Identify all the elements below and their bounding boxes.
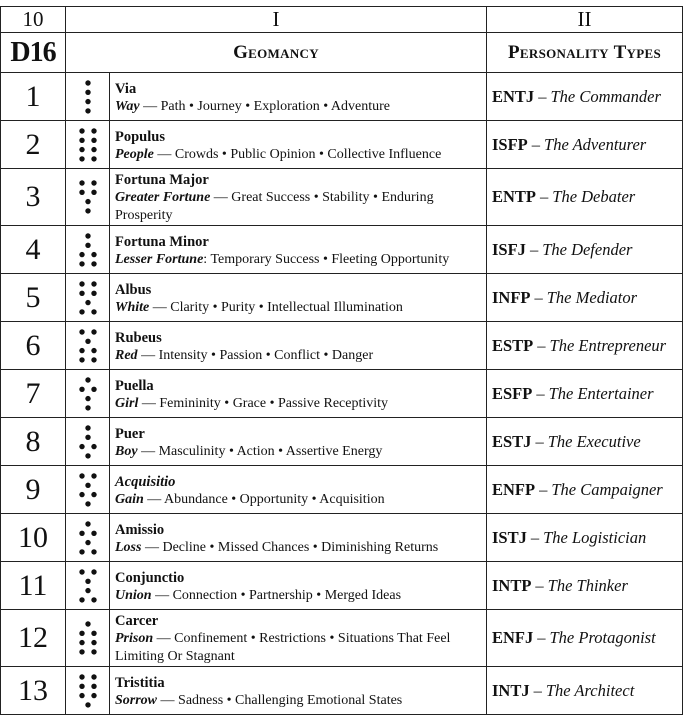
table-row [1, 169, 683, 226]
geomantic-figure-icon [66, 169, 110, 226]
figure-name: Amissio [115, 521, 165, 538]
figure-dot [91, 597, 96, 602]
separator: — [151, 587, 173, 603]
figure-dot [91, 631, 96, 636]
figure-dot [91, 347, 96, 352]
figure-dot [79, 569, 84, 574]
col-die-number: 10 [1, 7, 66, 33]
figure-dot [85, 242, 90, 247]
figure-dot [79, 347, 84, 352]
figure-dot [79, 180, 84, 185]
personality-name: The Mediator [546, 287, 638, 307]
figure-dot [91, 128, 96, 133]
personality-code: INTP [492, 575, 532, 595]
figure-name: Carcer [115, 613, 159, 629]
geomantic-figure-icon [66, 370, 110, 418]
figure-dot [91, 692, 96, 697]
figure-dot [79, 190, 84, 195]
figure-dot [91, 674, 96, 679]
personality-type [487, 466, 683, 514]
personality-type [487, 274, 683, 322]
figure-name: Fortuna Major [115, 172, 209, 188]
figure-dots-icon [76, 620, 100, 656]
figure-keywords: Decline • Missed Chances • Diminishing Returns [162, 539, 439, 555]
figure-meaning [115, 251, 482, 269]
dash: – [535, 575, 544, 595]
figure-translation: Girl [115, 395, 139, 411]
geomancy-description [110, 466, 487, 514]
geomantic-figure-icon [66, 667, 110, 715]
figure-meaning [115, 443, 482, 461]
figure-translation: Way [115, 98, 140, 114]
personality-name: The Debater [552, 187, 636, 206]
figure-keywords: Masculinity • Action • Assertive Energy [158, 443, 383, 459]
die-roll-number: 9 [1, 466, 66, 514]
figure-dot [85, 405, 90, 410]
figure-keywords: Intensity • Passion • Conflict • Danger [158, 347, 374, 363]
figure-translation: Sorrow [115, 692, 158, 708]
figure-dot [91, 261, 96, 266]
figure-dot [85, 108, 90, 113]
separator: — [138, 395, 160, 411]
die-roll-number: 13 [1, 667, 66, 715]
geomancy-description [110, 322, 487, 370]
die-column-title: D16 [1, 33, 66, 73]
figure-dot [85, 482, 90, 487]
personality-name: The Adventurer [544, 134, 647, 154]
header-row-titles [1, 33, 683, 73]
separator: — [137, 347, 159, 363]
figure-dot [79, 251, 84, 256]
figure-dot [85, 233, 90, 238]
header-row-numbers [1, 7, 683, 33]
personality-type [487, 169, 683, 226]
personality-type [487, 562, 683, 610]
figure-dot [79, 530, 84, 535]
divination-table [0, 6, 683, 715]
figure-dot [91, 443, 96, 448]
figure-dot [85, 453, 90, 458]
table-row [1, 610, 683, 667]
figure-dot [91, 251, 96, 256]
personality-code: INFP [492, 287, 531, 307]
figure-dot [85, 80, 90, 85]
figure-name: Puella [115, 377, 154, 394]
figure-dot [79, 309, 84, 314]
figure-dot [79, 156, 84, 161]
geomantic-figure-icon [66, 514, 110, 562]
figure-name: Populus [115, 128, 165, 145]
die-roll-number: 1 [1, 73, 66, 121]
figure-dot [91, 290, 96, 295]
figure-dot [85, 578, 90, 583]
geomantic-figure-icon [66, 562, 110, 610]
figure-name: Tristitia [115, 674, 165, 691]
figure-translation: Greater Fortune [115, 190, 211, 205]
figure-dot [85, 338, 90, 343]
figure-translation: Boy [115, 443, 138, 459]
figure-dot [91, 549, 96, 554]
geomantic-figure-icon [66, 226, 110, 274]
col-personality-number: II [487, 7, 683, 33]
die-roll-number: 10 [1, 514, 66, 562]
figure-dot [91, 569, 96, 574]
dash: – [533, 680, 542, 700]
figure-dot [85, 702, 90, 707]
figure-translation: Prison [115, 631, 154, 646]
table-row [1, 121, 683, 169]
personality-type [487, 667, 683, 715]
geomancy-description [110, 274, 487, 322]
personality-column-title: Personality Types [487, 33, 683, 73]
figure-keywords: Abundance • Opportunity • Acquisition [164, 491, 385, 507]
figure-dots-icon [76, 424, 100, 460]
figure-dot [79, 128, 84, 133]
figure-dot [79, 549, 84, 554]
geomancy-description [110, 514, 487, 562]
personality-type [487, 418, 683, 466]
die-roll-number: 4 [1, 226, 66, 274]
die-roll-number: 7 [1, 370, 66, 418]
figure-meaning [115, 539, 482, 557]
figure-name: Puer [115, 425, 145, 442]
geomantic-figure-icon [66, 418, 110, 466]
figure-dot [79, 491, 84, 496]
separator: — [153, 146, 175, 162]
dash: – [537, 628, 546, 647]
figure-dot [91, 137, 96, 142]
dash: – [539, 479, 548, 499]
figure-dot [85, 621, 90, 626]
figure-dot [79, 329, 84, 334]
figure-dot [79, 386, 84, 391]
figure-dot [91, 329, 96, 334]
table-row [1, 322, 683, 370]
figure-dot [79, 649, 84, 654]
table-body [1, 73, 683, 715]
figure-keywords: Sadness • Challenging Emotional States [178, 692, 403, 708]
figure-dot [85, 501, 90, 506]
separator: — [143, 491, 165, 507]
figure-translation: Lesser Fortune [115, 251, 204, 267]
figure-dot [85, 208, 90, 213]
personality-type [487, 322, 683, 370]
die-roll-number: 3 [1, 169, 66, 226]
figure-dot [91, 491, 96, 496]
die-roll-number: 11 [1, 562, 66, 610]
figure-dot [91, 357, 96, 362]
dash: – [534, 287, 543, 307]
dash: – [530, 527, 540, 547]
personality-name: The Commander [550, 86, 661, 106]
figure-dot [79, 443, 84, 448]
dash: – [535, 431, 544, 451]
personality-code: ESTJ [492, 431, 532, 451]
geomancy-description [110, 73, 487, 121]
figure-dot [79, 692, 84, 697]
figure-dots-icon [76, 127, 100, 163]
figure-dot [91, 530, 96, 535]
die-roll-number: 5 [1, 274, 66, 322]
geomancy-description [110, 121, 487, 169]
figure-dot [91, 683, 96, 688]
figure-translation: Union [115, 587, 152, 603]
geomancy-description [110, 667, 487, 715]
die-roll-number: 12 [1, 610, 66, 667]
figure-dots-icon [76, 179, 100, 215]
figure-meaning [115, 146, 482, 164]
figure-dot [79, 640, 84, 645]
personality-type [487, 610, 683, 667]
figure-translation: Red [115, 347, 138, 363]
figure-dots-icon [76, 376, 100, 412]
figure-dot [85, 299, 90, 304]
figure-dots-icon [76, 673, 100, 709]
figure-dot [79, 281, 84, 286]
figure-dot [79, 597, 84, 602]
separator: — [210, 190, 232, 205]
dash: – [529, 239, 539, 259]
personality-name: The Protagonist [549, 628, 656, 647]
table-row [1, 667, 683, 715]
figure-dot [91, 281, 96, 286]
dash: – [538, 86, 547, 106]
personality-code: ENFJ [492, 628, 534, 647]
personality-name: The Entrepreneur [549, 335, 667, 355]
figure-name: Via [115, 80, 137, 97]
personality-type [487, 73, 683, 121]
separator: — [137, 443, 159, 459]
figure-dot [79, 683, 84, 688]
personality-type [487, 514, 683, 562]
figure-name: Acquisitio [115, 473, 176, 490]
figure-dots-icon [76, 79, 100, 115]
figure-dot [79, 473, 84, 478]
figure-meaning [115, 587, 482, 605]
figure-translation: Gain [115, 491, 144, 507]
figure-dot [85, 98, 90, 103]
personality-code: ISTJ [492, 527, 527, 547]
figure-dot [85, 587, 90, 592]
personality-name: The Logistician [543, 527, 647, 547]
figure-dots-icon [76, 568, 100, 604]
personality-code: ENTP [492, 187, 537, 206]
personality-type [487, 226, 683, 274]
personality-name: The Architect [545, 680, 635, 700]
personality-code: ENFP [492, 479, 536, 499]
figure-meaning [115, 630, 482, 666]
figure-name: Rubeus [115, 329, 162, 346]
dash: – [531, 134, 541, 154]
table-row [1, 514, 683, 562]
figure-keywords: Temporary Success • Fleeting Opportunity [210, 251, 450, 267]
figure-dots-icon [76, 520, 100, 556]
dash: – [540, 187, 549, 206]
figure-meaning [115, 491, 482, 509]
table-row [1, 274, 683, 322]
figure-dot [79, 146, 84, 151]
figure-dot [91, 640, 96, 645]
figure-meaning [115, 692, 482, 710]
personality-name: The Thinker [547, 575, 628, 595]
figure-dot [79, 290, 84, 295]
personality-code: ENTJ [492, 86, 535, 106]
table-row [1, 466, 683, 514]
figure-dot [91, 146, 96, 151]
personality-code: ISFP [492, 134, 528, 154]
personality-name: The Executive [547, 431, 641, 451]
dash: – [536, 383, 545, 403]
figure-keywords: Great Success • Stability • Enduring Prosperity [115, 190, 434, 223]
geomancy-description [110, 418, 487, 466]
figure-dot [91, 473, 96, 478]
figure-keywords: Path • Journey • Exploration • Adventure [160, 98, 390, 114]
geomancy-description [110, 226, 487, 274]
geomancy-column-title: Geomancy [66, 33, 487, 73]
figure-dot [85, 434, 90, 439]
figure-meaning [115, 347, 482, 365]
personality-code: ESTP [492, 335, 534, 355]
figure-meaning [115, 98, 482, 116]
figure-translation: People [115, 146, 154, 162]
table-row [1, 226, 683, 274]
personality-name: The Entertainer [548, 383, 654, 403]
figure-meaning [115, 299, 482, 317]
die-roll-number: 6 [1, 322, 66, 370]
separator: — [153, 631, 175, 646]
figure-dot [85, 199, 90, 204]
figure-name: Conjunctio [115, 569, 185, 586]
geomantic-figure-icon [66, 274, 110, 322]
table-row [1, 562, 683, 610]
figure-dots-icon [76, 328, 100, 364]
figure-dot [91, 190, 96, 195]
figure-dot [85, 377, 90, 382]
personality-type [487, 370, 683, 418]
dash: – [537, 335, 546, 355]
figure-dot [85, 395, 90, 400]
figure-dot [91, 386, 96, 391]
table-row [1, 418, 683, 466]
geomancy-description [110, 370, 487, 418]
figure-keywords: Connection • Partnership • Merged Ideas [172, 587, 402, 603]
figure-dots-icon [76, 472, 100, 508]
figure-translation: Loss [115, 539, 142, 555]
personality-code: INTJ [492, 680, 530, 700]
table-row [1, 73, 683, 121]
figure-keywords: Crowds • Public Opinion • Collective Influence [174, 146, 442, 162]
figure-dot [85, 89, 90, 94]
separator: : [203, 251, 211, 267]
figure-dot [91, 180, 96, 185]
figure-name: Fortuna Minor [115, 233, 209, 250]
figure-meaning [115, 395, 482, 413]
figure-dot [85, 425, 90, 430]
geomantic-figure-icon [66, 610, 110, 667]
figure-dot [85, 539, 90, 544]
figure-dots-icon [76, 280, 100, 316]
figure-dot [79, 137, 84, 142]
separator: — [149, 299, 171, 315]
geomancy-description [110, 169, 487, 226]
figure-dot [91, 309, 96, 314]
figure-dot [79, 261, 84, 266]
geomancy-description [110, 562, 487, 610]
figure-dot [79, 631, 84, 636]
separator: — [139, 98, 161, 114]
geomantic-figure-icon [66, 322, 110, 370]
geomancy-description [110, 610, 487, 667]
separator: — [141, 539, 163, 555]
figure-dot [85, 521, 90, 526]
geomantic-figure-icon [66, 73, 110, 121]
personality-name: The Defender [542, 239, 633, 259]
die-roll-number: 8 [1, 418, 66, 466]
figure-meaning [115, 189, 482, 225]
figure-dot [79, 357, 84, 362]
personality-code: ESFP [492, 383, 533, 403]
figure-keywords: Clarity • Purity • Intellectual Illumination [170, 299, 403, 315]
figure-keywords: Femininity • Grace • Passive Receptivity [159, 395, 389, 411]
figure-translation: White [115, 299, 150, 315]
separator: — [157, 692, 179, 708]
die-roll-number: 2 [1, 121, 66, 169]
geomantic-figure-icon [66, 466, 110, 514]
figure-dot [79, 674, 84, 679]
figure-dots-icon [76, 232, 100, 268]
table-row [1, 370, 683, 418]
col-geomancy-number: I [66, 7, 487, 33]
geomantic-figure-icon [66, 121, 110, 169]
figure-dot [91, 156, 96, 161]
personality-code: ISFJ [492, 239, 526, 259]
figure-keywords: Confinement • Restrictions • Situations That Feel Limiting Or Stagnant [115, 631, 451, 664]
personality-name: The Campaigner [551, 479, 663, 499]
figure-name: Albus [115, 281, 152, 298]
figure-dot [91, 649, 96, 654]
personality-type [487, 121, 683, 169]
